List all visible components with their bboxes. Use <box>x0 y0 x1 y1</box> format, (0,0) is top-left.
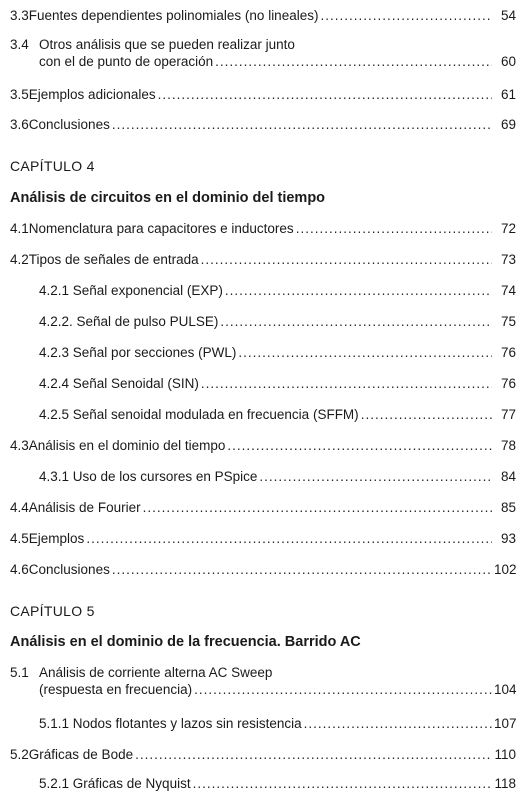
section-number: 3.4 <box>10 37 29 52</box>
leader-dots <box>220 314 492 329</box>
chapter-label: CAPÍTULO 5 <box>10 603 95 619</box>
toc-entry-4-1[interactable] <box>10 221 516 236</box>
toc-entry-4-2-4[interactable] <box>39 376 516 391</box>
section-title: 4.2.5 Señal senoidal modulada en frecuencia (SFFM) <box>39 407 359 422</box>
section-number: 3.6 <box>10 117 29 132</box>
toc-entry-3-6[interactable] <box>10 117 516 132</box>
page-number: 75 <box>500 314 516 329</box>
leader-dots <box>225 283 492 298</box>
section-title: Conclusiones <box>28 117 110 132</box>
leader-dots <box>86 531 492 546</box>
section-title: 5.1.1 Nodos flotantes y lazos sin resistencia <box>39 716 302 731</box>
section-title: Conclusiones <box>28 562 110 577</box>
section-title: 4.2.1 Señal exponencial (EXP) <box>39 283 223 298</box>
page-number: 84 <box>500 469 516 484</box>
section-number: 3.5 <box>10 87 29 102</box>
section-number: 3.3 <box>10 8 29 23</box>
page-number: 54 <box>500 8 516 23</box>
page-number: 61 <box>500 87 516 102</box>
page-number: 104 <box>494 682 517 697</box>
section-title: 4.3.1 Uso de los cursores en PSpice <box>39 469 258 484</box>
section-title: Gráficas de Bode <box>28 747 134 762</box>
page-number: 110 <box>494 747 516 762</box>
toc-entry-4-3-1[interactable] <box>39 469 516 484</box>
section-title-line1: Análisis de corriente alterna AC Sweep <box>39 665 273 680</box>
page-number: 102 <box>494 562 517 577</box>
toc-entry-4-6[interactable] <box>10 562 516 577</box>
leader-dots <box>304 716 492 731</box>
section-number: 4.4 <box>10 500 29 515</box>
page-number: 76 <box>500 345 516 360</box>
page-number: 118 <box>494 776 516 791</box>
section-title-line2: (respuesta en frecuencia) <box>39 682 193 697</box>
section-title: Tipos de señales de entrada <box>28 252 199 267</box>
section-number: 4.2 <box>10 252 29 267</box>
page-number: 78 <box>500 438 516 453</box>
leader-dots <box>158 87 492 102</box>
toc-entry-3-3[interactable] <box>10 8 516 23</box>
leader-dots <box>193 776 492 791</box>
section-title: 4.2.2. Señal de pulso PULSE) <box>39 314 219 329</box>
leader-dots <box>215 54 492 69</box>
toc-entry-3-4[interactable] <box>10 37 516 69</box>
page-number: 76 <box>500 376 516 391</box>
section-title: Ejemplos <box>28 531 85 546</box>
leader-dots <box>112 117 492 132</box>
section-title: Análisis en el dominio del tiempo <box>28 438 226 453</box>
page-number: 72 <box>500 221 516 236</box>
page-number: 93 <box>500 531 516 546</box>
section-title: 4.2.3 Señal por secciones (PWL) <box>39 345 237 360</box>
toc-entry-4-5[interactable] <box>10 531 516 546</box>
section-title: 5.2.1 Gráficas de Nyquist <box>39 776 191 791</box>
section-title: Ejemplos adicionales <box>28 87 156 102</box>
page-number: 74 <box>500 283 516 298</box>
leader-dots <box>143 500 492 515</box>
section-number: 5.2 <box>10 747 29 762</box>
page-number: 73 <box>500 252 516 267</box>
chapter-title: Análisis de circuitos en el dominio del tiempo <box>10 190 326 206</box>
toc-entry-5-2[interactable] <box>10 747 516 762</box>
section-number: 4.1 <box>10 221 29 236</box>
leader-dots <box>135 747 492 762</box>
section-title-line1: Otros análisis que se pueden realizar junto <box>39 37 295 52</box>
toc-entry-5-1-1[interactable] <box>39 716 516 731</box>
leader-dots <box>201 252 492 267</box>
toc-entry-4-2-1[interactable] <box>39 283 516 298</box>
leader-dots <box>194 682 492 697</box>
leader-dots <box>259 469 492 484</box>
leader-dots <box>296 221 492 236</box>
toc-entry-4-4[interactable] <box>10 500 516 515</box>
section-title: Análisis de Fourier <box>28 500 141 515</box>
section-number: 4.6 <box>10 562 29 577</box>
page-number: 69 <box>500 117 516 132</box>
section-number: 4.3 <box>10 438 29 453</box>
chapter-label: CAPÍTULO 4 <box>10 158 95 174</box>
toc-entry-4-2-3[interactable] <box>39 345 516 360</box>
section-title: Nomenclatura para capacitores e inductores <box>28 221 294 236</box>
toc-entry-5-1[interactable] <box>10 665 516 697</box>
leader-dots <box>227 438 492 453</box>
leader-dots <box>201 376 492 391</box>
toc-entry-4-2-5[interactable] <box>39 407 516 422</box>
chapter-title: Análisis en el dominio de la frecuencia. Barrido AC <box>10 634 361 650</box>
leader-dots <box>238 345 492 360</box>
leader-dots <box>320 8 492 23</box>
page-number: 85 <box>500 500 516 515</box>
toc-entry-5-2-1[interactable] <box>39 776 516 791</box>
page-number: 77 <box>500 407 516 422</box>
section-title: 4.2.4 Señal Senoidal (SIN) <box>39 376 199 391</box>
toc-entry-3-5[interactable] <box>10 87 516 102</box>
leader-dots <box>112 562 492 577</box>
leader-dots <box>361 407 492 422</box>
toc-entry-4-2[interactable] <box>10 252 516 267</box>
section-number: 4.5 <box>10 531 29 546</box>
section-number: 5.1 <box>10 665 29 680</box>
section-title: Fuentes dependientes polinomiales (no lineales) <box>28 8 319 23</box>
page-number: 60 <box>500 54 516 69</box>
page-number: 107 <box>494 716 517 731</box>
section-title-line2: con el de punto de operación <box>39 54 214 69</box>
toc-entry-4-3[interactable] <box>10 438 516 453</box>
toc-entry-4-2-2[interactable] <box>39 314 516 329</box>
